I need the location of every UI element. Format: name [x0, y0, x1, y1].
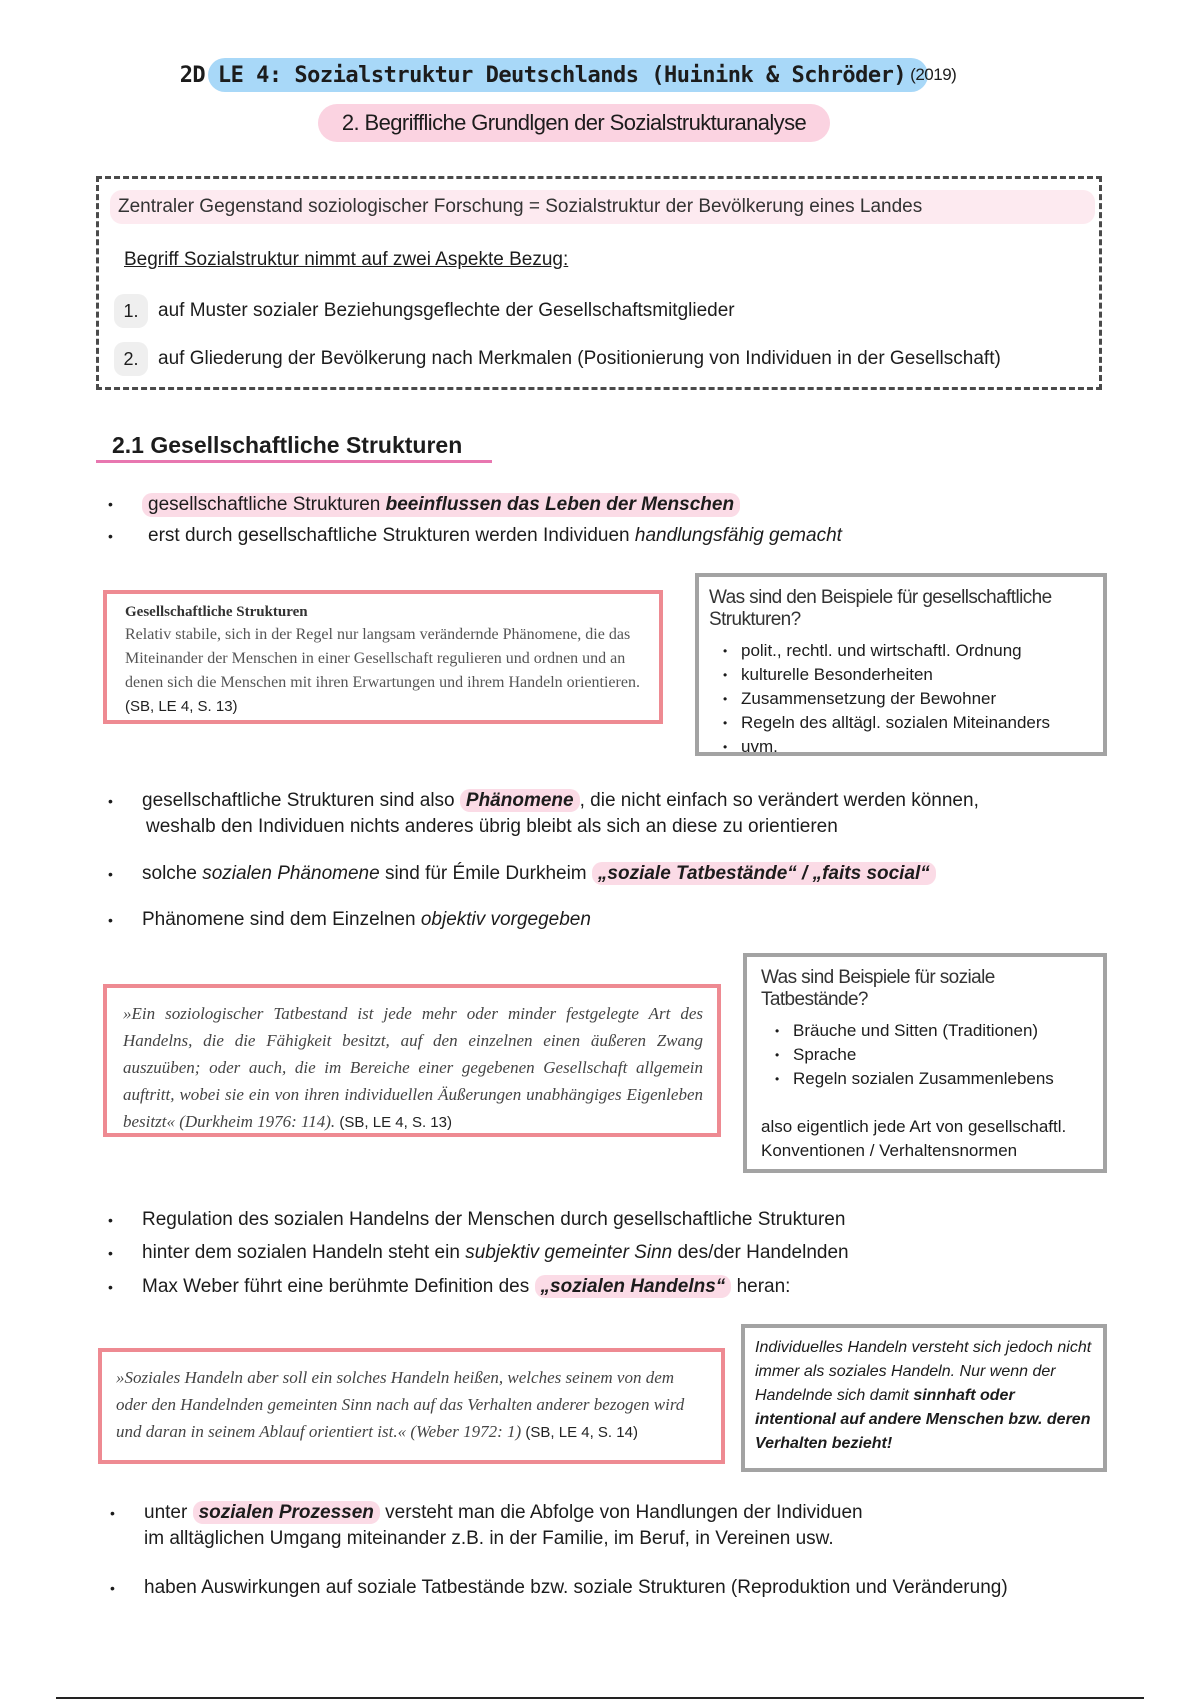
bullet-text-continued: des/der Handelnden [672, 1242, 849, 1263]
aspect-text: auf Muster sozialer Beziehungsgeflechte der Gesellschaftsmitglieder [158, 300, 735, 321]
examples-title: Was sind den Beispiele für gesellschaftliche Strukturen? [709, 587, 1052, 630]
bullet-emphasis: handlungsfähig gemacht [634, 525, 842, 546]
bullet-text: solche [142, 863, 203, 884]
example-item: • Regeln des alltägl. sozialen Miteinanders [723, 713, 1051, 732]
definition-box [103, 590, 663, 724]
aspect-number: 1. [114, 294, 148, 328]
bullet-text: unter [144, 1502, 193, 1523]
bullet-item: • haben Auswirkungen auf soziale Tatbestände bzw. soziale Strukturen (Reproduktion und Veränderung) [110, 1577, 1008, 1598]
bullet-text: haben Auswirkungen auf soziale Tatbestände bzw. soziale Strukturen (Reproduktion und Veränderung) [144, 1577, 1008, 1598]
bullet-emphasis-quote: „soziale Tatbestände“ / „faits social“ [592, 862, 936, 885]
bullet-emphasis: „sozialen Handelns“ [535, 1275, 732, 1298]
example-item: • kulturelle Besonderheiten [723, 665, 933, 684]
note-emphasis: sinnhaft oder intentional auf andere Menschen bzw. deren Verhalten bezieht! [755, 1387, 1091, 1452]
document-subtitle: 2. Begriffliche Grundlgen der Sozialstrukturanalyse [318, 104, 830, 142]
example-item: • uvm. [723, 737, 778, 756]
section-underline [96, 460, 492, 463]
quote-reference: (SB, LE 4, S. 13) [339, 1114, 452, 1131]
bullet-emphasis: Phänomene [460, 789, 580, 812]
section-heading: 2.1 Gesellschaftliche Strukturen [112, 432, 463, 458]
footer-rule [56, 1697, 1144, 1699]
definition-body: Relativ stabile, sich in der Regel nur langsam verändernde Phänomene, die das Miteinander der Menschen in einer Gesellschaft regulieren und ordnen und an denen sich die Menschen mit ihren Erwartungen und ihrem Handeln orientieren. [125, 626, 640, 691]
bullet-item: • gesellschaftliche Strukturen sind also Phänomene , die nicht einfach so verändert werden können, weshalb den Individuen nichts anderes übrig bleibt als sich an diese zu orientieren [108, 790, 979, 837]
bullet-text: Regulation des sozialen Handelns der Menschen durch gesellschaftliche Strukturen [142, 1209, 846, 1230]
definition-reference: (SB, LE 4, S. 13) [125, 698, 238, 715]
bullet-text-continued: versteht man die Abfolge von Handlungen der Individuen [379, 1502, 863, 1523]
example-item: • Regeln sozialen Zusammenlebens [775, 1069, 1054, 1088]
bullet-item: • erst durch gesellschaftliche Strukturen werden Individuen handlungsfähig gemacht [108, 525, 842, 546]
quote-box-weber [98, 1348, 725, 1464]
example-item: • Bräuche und Sitten (Traditionen) [775, 1021, 1039, 1040]
examples-title: Was sind Beispiele für soziale Tatbestände? [761, 967, 995, 1010]
example-item: • Sprache [775, 1045, 857, 1064]
note-text: Individuelles Handeln versteht sich jedoch nicht immer als soziales Handeln. [755, 1339, 1092, 1380]
bullet-text-continued: sind für Émile Durkheim [379, 863, 592, 884]
note-text-continued: Nur wenn der Handelnde sich damit [755, 1363, 1056, 1404]
bullet-text: Max Weber führt eine berühmte Definition des [142, 1276, 535, 1297]
bullet-item: • solche sozialen Phänomene sind für Émile Durkheim „soziale Tatbestände“ / „faits social“ [108, 863, 936, 885]
bullet-text: gesellschaftliche Strukturen sind also [142, 790, 460, 811]
bullet-text: gesellschaftliche Strukturen [148, 494, 386, 515]
bullet-text: Phänomene sind dem Einzelnen [142, 909, 421, 930]
quote-text: »Soziales Handeln aber soll ein solches Handeln heißen, welches seinem von dem oder den Handelnden gemeinten Sinn nach auf das Verhalten anderer bezogen wird und daran in seinem Ablauf orientiert ist.« (Weber 1972: 1) [116, 1368, 685, 1441]
bullet-text-continued: , die nicht einfach so verändert werden können, [579, 790, 979, 811]
bullet-item: • Regulation des sozialen Handelns der Menschen durch gesellschaftliche Strukturen [108, 1209, 846, 1230]
aspect-item [114, 342, 1001, 376]
bullet-emphasis: sozialen Phänomene [202, 863, 380, 884]
examples-box-tatbestaende [743, 953, 1107, 1173]
aspect-text: auf Gliederung der Bevölkerung nach Merkmalen (Positionierung von Individuen in der Gesellschaft) [158, 348, 1001, 369]
examples-box [695, 573, 1107, 756]
aspect-number: 2. [114, 342, 148, 376]
quote-reference: (SB, LE 4, S. 14) [525, 1424, 638, 1441]
quote-text: »Ein soziologischer Tatbestand ist jede mehr oder minder festgelegte Art des Handelns, die die Fähigkeit besitzt, auf den einzelnen einen äußeren Zwang auszuüben; oder auch, die im Bereiche einer gegebenen Gesellschaft allgemein auftritt, wobei sie ein von ihren individuellen Äußerungen unabhängiges Eigenleben besitzt« (Durkheim 1976: 114). [123, 1004, 703, 1131]
title-text: 2D LE 4: Sozialstruktur Deutschlands (Huinink & Schröder) [179, 62, 907, 88]
note-box-social-action [741, 1324, 1107, 1472]
bullet-text-continued: heran: [731, 1276, 791, 1297]
bullet-text: erst durch gesellschaftliche Strukturen werden Individuen [148, 525, 635, 546]
bullet-item: • hinter dem sozialen Handeln steht ein subjektiv gemeinter Sinn des/der Handelnden [108, 1242, 849, 1263]
bullet-emphasis: objektiv vorgegeben [420, 909, 591, 930]
aspects-heading: Begriff Sozialstruktur nimmt auf zwei Aspekte Bezug: [124, 249, 569, 270]
bullet-emphasis: subjektiv gemeinter Sinn [465, 1242, 673, 1263]
bullet-item: • gesellschaftliche Strukturen beeinflussen das Leben der Menschen [108, 493, 740, 517]
bullet-line2: im alltäglichen Umgang miteinander z.B. in der Familie, im Beruf, in Vereinen usw. [144, 1528, 834, 1549]
document-title [179, 58, 957, 92]
quote-box-durkheim [103, 984, 721, 1137]
bullet-emphasis: beeinflussen das Leben der Menschen [385, 494, 735, 515]
example-item: • Zusammensetzung der Bewohner [723, 689, 997, 708]
definition-title: Gesellschaftliche Strukturen [125, 604, 308, 620]
title-year: (2019) [910, 65, 957, 84]
bullet-emphasis: sozialen Prozessen [193, 1501, 380, 1524]
bullet-line2: weshalb den Individuen nichts anderes übrig bleibt als sich an diese zu orientieren [146, 816, 838, 837]
central-statement: Zentraler Gegenstand soziologischer Forschung = Sozialstruktur der Bevölkerung eines Landes [110, 190, 1095, 224]
bullet-text: hinter dem sozialen Handeln steht ein [142, 1242, 466, 1263]
bullet-item: • Max Weber führt eine berühmte Definition des „sozialen Handelns“ heran: [108, 1276, 791, 1297]
example-item: • polit., rechtl. und wirtschaftl. Ordnung [723, 641, 1022, 660]
examples-footer: also eigentlich jede Art von gesellschaftl. Konventionen / Verhaltensnormen [761, 1117, 1067, 1160]
bullet-item: • Phänomene sind dem Einzelnen objektiv vorgegeben [108, 909, 591, 930]
aspect-item [114, 294, 735, 328]
bullet-item: • unter sozialen Prozessen versteht man die Abfolge von Handlungen der Individuen im alltäglichen Umgang miteinander z.B. in der Familie, im Beruf, in Vereinen usw. [110, 1502, 863, 1549]
